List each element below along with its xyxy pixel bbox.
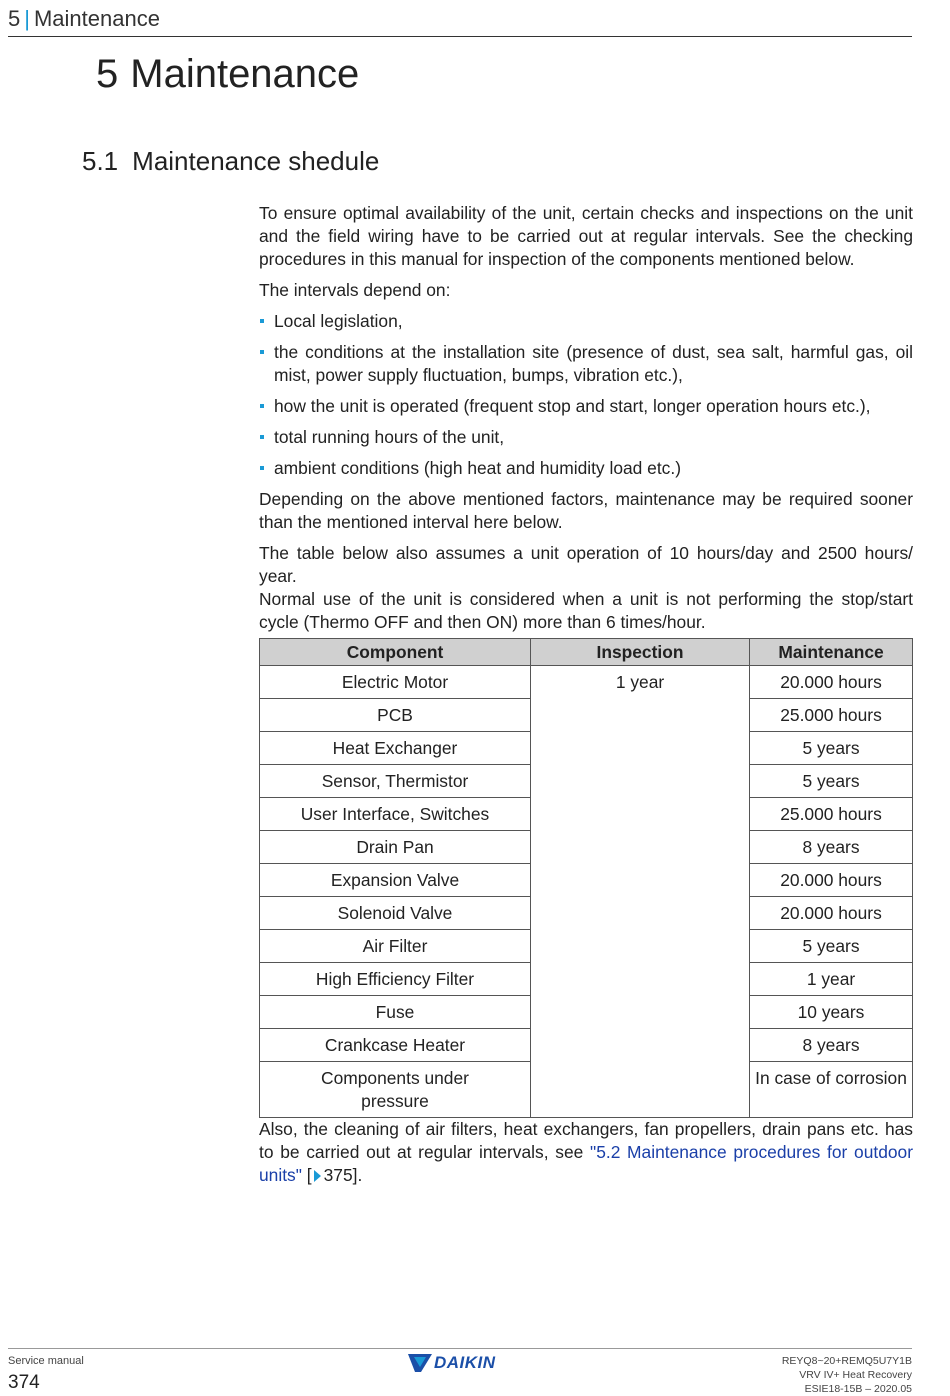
component-cell: PCB — [260, 699, 531, 732]
component-cell: Sensor, Thermistor — [260, 765, 531, 798]
section-number: 5.1 — [82, 146, 119, 176]
maintenance-cell: 25.000 hours — [750, 798, 913, 831]
section-title — [82, 146, 379, 177]
maintenance-cell: 1 year — [750, 963, 913, 996]
component-cell: Heat Exchanger — [260, 732, 531, 765]
table-header-row — [260, 639, 913, 666]
list-item: Local legislation, — [259, 310, 913, 333]
footer-meta — [782, 1354, 912, 1396]
maintenance-cell: 25.000 hours — [750, 699, 913, 732]
page-ref-close: ]. — [352, 1165, 363, 1185]
daikin-logo — [408, 1353, 496, 1373]
list-item: total running hours of the unit, — [259, 426, 913, 449]
maintenance-cell: 20.000 hours — [750, 897, 913, 930]
page-number: 374 — [8, 1372, 40, 1393]
running-header-number: 5 — [8, 6, 21, 31]
chapter-name: Maintenance — [130, 52, 360, 96]
column-header-component: Component — [260, 639, 531, 666]
component-cell: Fuse — [260, 996, 531, 1029]
maintenance-cell: 5 years — [750, 765, 913, 798]
body-content — [259, 202, 913, 1195]
component-cell: High Efficiency Filter — [260, 963, 531, 996]
chapter-title — [96, 52, 359, 97]
table-assumption-paragraph: The table below also assumes a unit operation of 10 hours/day and 2500 hours/ year. — [259, 543, 913, 586]
footer-model: REYQ8~20+REMQ5U7Y1B — [781, 1355, 912, 1367]
component-cell: Components under pressure — [260, 1062, 531, 1118]
component-cell: Crankcase Heater — [260, 1029, 531, 1062]
maintenance-cell: 20.000 hours — [750, 864, 913, 897]
maintenance-cell: 20.000 hours — [750, 666, 913, 699]
maintenance-cell: 8 years — [750, 831, 913, 864]
component-cell: Drain Pan — [260, 831, 531, 864]
footer-product: VRV IV+ Heat Recovery — [799, 1369, 912, 1381]
list-item: the conditions at the installation site (presence of dust, sea salt, harmful gas, oil mist, power supply fluctuation, bumps, vibration etc.), — [259, 341, 913, 387]
intervals-intro: The intervals depend on: — [259, 280, 451, 300]
running-header-separator: | — [24, 6, 30, 31]
inspection-cell: 1 year — [531, 666, 750, 1118]
footer-divider — [8, 1348, 912, 1349]
maintenance-procedures-link[interactable]: "5.2 Maintenance procedures for outdoor units" — [259, 1142, 914, 1185]
column-header-inspection: Inspection — [531, 639, 750, 666]
footer-doc-id: ESIE18-15B – 2020.05 — [804, 1383, 912, 1395]
page-ref-open: [ — [306, 1165, 312, 1185]
daikin-logo-icon — [408, 1354, 432, 1372]
component-cell: User Interface, Switches — [260, 798, 531, 831]
section-name: Maintenance shedule — [132, 146, 380, 176]
component-cell: Electric Motor — [260, 666, 531, 699]
maintenance-cell: 5 years — [750, 930, 913, 963]
depending-paragraph: Depending on the above mentioned factors, maintenance may be required sooner than the mentioned interval here below. — [259, 489, 913, 532]
chapter-number: 5 — [96, 52, 119, 96]
page-ref-link[interactable]: 375 — [323, 1165, 353, 1185]
list-item: ambient conditions (high heat and humidity load etc.) — [259, 457, 913, 480]
header-divider — [8, 36, 912, 37]
cleaning-text: Also, the cleaning of air filters, heat exchangers, fan propellers, drain pans etc. has to be carried out at regular intervals, see — [259, 1119, 913, 1162]
list-item: how the unit is operated (frequent stop and start, longer operation hours etc.), — [259, 395, 913, 418]
maintenance-cell: 10 years — [750, 996, 913, 1029]
page-ref-arrow-icon — [314, 1170, 321, 1182]
intro-paragraph: To ensure optimal availability of the unit, certain checks and inspections on the unit and the field wiring have to be carried out at regular intervals. See the checking procedures in this manual for inspection of the components mentioned below. — [259, 203, 913, 269]
maintenance-table — [259, 638, 913, 1118]
running-header-title: Maintenance — [33, 6, 160, 31]
cleaning-paragraph — [259, 1118, 913, 1187]
component-cell: Expansion Valve — [260, 864, 531, 897]
maintenance-cell: 8 years — [750, 1029, 913, 1062]
daikin-logo-wordmark: DAIKIN — [434, 1353, 496, 1372]
maintenance-cell: 5 years — [750, 732, 913, 765]
maintenance-cell: In case of corrosion — [750, 1062, 913, 1118]
normal-use-paragraph: Normal use of the unit is considered when a unit is not performing the stop/start cycle (Thermo OFF and then ON) more than 6 times/hour. — [259, 589, 913, 632]
footer-doc-type: Service manual — [8, 1355, 84, 1367]
table-row — [260, 666, 913, 699]
running-header — [8, 6, 160, 32]
component-cell: Solenoid Valve — [260, 897, 531, 930]
component-cell: Air Filter — [260, 930, 531, 963]
column-header-maintenance: Maintenance — [750, 639, 913, 666]
interval-factors-list — [259, 310, 913, 480]
